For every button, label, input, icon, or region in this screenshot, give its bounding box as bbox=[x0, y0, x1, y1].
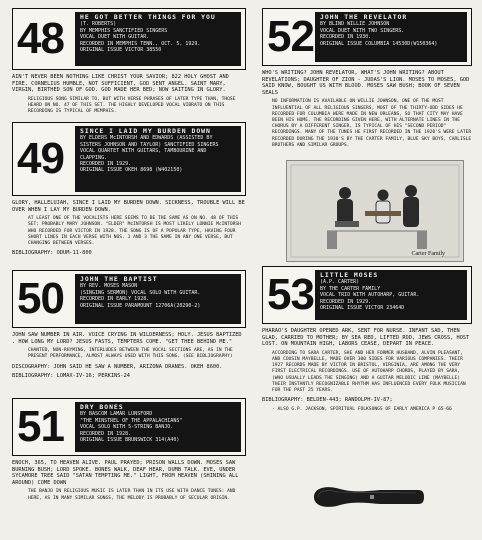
commentary: RELIGIOUS SONG SIMILAR TO, BUT WITH VERSE PHRASES OF LATER TYPE THAN, THOSE HEARD ON NO. 47 OF THIS SET. THE HIGHLY DEVELOPED VOCAL VIBRATO ON THIS RECORDING IS TYPICAL OF MEMPHIS. bbox=[28, 96, 236, 115]
performer: BY REV. MOSES MASON bbox=[80, 283, 138, 290]
performer: BY ELDERS McINTORSH AND EDWARDS (ASSISTED BY SISTERS JOHNSON AND TAYLOR) SANCTIFIED SINGERS bbox=[80, 135, 219, 148]
instrumentation: VOCAL QUARTET WITH GUITARS, TAMBOURINE AND CLAPPING. bbox=[80, 148, 207, 161]
composer: (T. ROBERTS) bbox=[80, 21, 117, 28]
lyric-summary: JOHN SAW NUMBER IN AIR. VOICE CRYING IN WILDERNESS; HOLY. JESUS BAPTIZED . HOW LONG MY LORD? JESUS FASTS, TEMPTERS COME. "GET THEE BEHIND ME." bbox=[12, 332, 242, 345]
track-title: HE GOT BETTER THINGS FOR YOU bbox=[80, 13, 216, 21]
entry-49-header bbox=[12, 122, 246, 196]
performer: BY BASCOM LAMAR LUNSFORD bbox=[80, 411, 153, 418]
entry-49 bbox=[12, 122, 246, 260]
composer: (A.P. CARTER) bbox=[320, 279, 360, 286]
recording-info: RECORDED IN EARLY 1928. bbox=[80, 296, 150, 303]
performer: BY THE CARTER FAMILY bbox=[320, 285, 381, 292]
track-number: 53 bbox=[267, 270, 314, 319]
instrumentation: VOCAL DUET WITH TWO SINGERS. bbox=[320, 27, 405, 34]
commentary: CHANTED, NON-RHYMING, INTERLUDES BETWEEN THE VOCAL SECTIONS ARE, AS IN THE PRESENT PERFORMANCE, ALMOST ALWAYS USED WITH THIS SONG. (SEE BIBLIOGRAPHY) bbox=[28, 348, 233, 360]
photo-caption: Carter Family bbox=[411, 251, 445, 257]
track-number: 49 bbox=[17, 134, 64, 183]
track-number: 52 bbox=[267, 12, 314, 61]
lyric-summary: GLORY, HALLELUJAH, SINCE I LAID MY BURDEN DOWN. SICKNESS, TROUBLE WILL BE OVER WHEN I LAY MY BURDEN DOWN. bbox=[12, 200, 245, 213]
track-info-box bbox=[75, 274, 241, 324]
lyric-summary: WHO'S WRITING? JOHN REVELATOR, WHAT'S JOHN WRITING? ABOUT REVELATIONS; DAUGHTER OF ZION - JUDAS'S LION. MOSES TO MOSES, GOD SAID KNOW, BOUGHT US WITH BLOOD. MOSES SAW BUSH; BOOK OF SEVEN SEALS bbox=[262, 70, 470, 96]
track-title: JOHN THE REVELATOR bbox=[320, 13, 408, 21]
track-info-box bbox=[75, 12, 241, 66]
entry-51-header bbox=[12, 398, 246, 456]
original-issue: ORIGINAL ISSUE BRUNSWICK 314(A40) bbox=[80, 437, 180, 444]
track-title: SINCE I LAID MY BURDEN DOWN bbox=[80, 127, 211, 135]
entry-53-header bbox=[262, 266, 472, 324]
track-title: JOHN THE BAPTIST bbox=[80, 275, 158, 283]
entry-52-header bbox=[262, 8, 472, 66]
instrument-case-illustration bbox=[310, 482, 426, 512]
track-info-box bbox=[315, 270, 467, 320]
instrumentation: (SINGING SERMON) VOCAL SOLO WITH GUITAR. bbox=[80, 289, 201, 296]
bibliography-continued: - ALSO G.P. JACKSON, SPIRITUAL FOLKSONGS OF EARLY AMERICA P 65-66 bbox=[272, 406, 452, 412]
entry-50-header bbox=[12, 270, 246, 328]
bibliography: BIBLIOGRAPHY: ODUM-11-800 bbox=[12, 250, 92, 257]
entry-48-header bbox=[12, 8, 246, 70]
original-issue: ORIGINAL ISSUE OKEH 8698 (W402150) bbox=[80, 167, 183, 174]
recording-info: RECORDED IN 1929. bbox=[320, 298, 372, 305]
lyric-summary: PHARAO'S DAUGHTER OPENED ARK, SENT FOR NURSE. INFANT SAD, THEN GLAD, CARRIED TO MOTHER; BY SEA RED, LIFTED ROD, JEWS CROSS, HOST LOST. ON MOUNTAIN HIGH, LABORS CEASE, DEPART IN PEACE. bbox=[262, 328, 470, 348]
entry-52 bbox=[262, 8, 472, 152]
instrumentation: VOCAL SOLO WITH 5-STRING BANJO. bbox=[80, 424, 174, 431]
recording-info: RECORDED IN 1929. bbox=[80, 161, 132, 168]
track-number: 48 bbox=[17, 14, 64, 63]
lyric-summary: ENOCH, 365, TO HEAVEN ALIVE. PAUL PRAYED; PRISON WALLS DOWN. MOSES SAW BURNING BUSH; LORD SPOKE. BONES WALK, DEAF HEAR, DUMB TALK. EVE, UNDER SYCAMORE TREE SAID "SATAN TEMPTING ME." LIGHT, FROM HEAVEN (SHINING ALL AROUND) COME DOWN bbox=[12, 460, 239, 486]
entry-51 bbox=[12, 398, 246, 505]
recording-info: RECORDED IN 1930. bbox=[320, 34, 372, 41]
commentary: AT LEAST ONE OF THE VOCALISTS HERE SEEMS TO BE THE SAME AS ON NO. 48 OF THIS SET; PROBABLY MARY JOHNSON. "ELDER" McINTORSH IS MOST LIKELY LONNIE McINTORSH WHO RECORDED FOR VICTOR IN 1928. THE SONG IS OF A POPULAR TYPE, HAVING FOUR SHORT LINES IN EACH VERSE WITH NOS. 1 AND 3 THE SAME IN ANY ONE VERSE, BUT CHANGING BETWEEN VERSES. bbox=[28, 216, 241, 246]
track-info-box bbox=[315, 12, 467, 62]
entry-48 bbox=[12, 8, 246, 118]
bibliography: BIBLIOGRAPHY: BELDEN-443; RANDOLPH-IV-87; bbox=[262, 397, 393, 404]
discography: DISCOGRAPHY: JOHN SAID HE SAW A NUMBER, ARIZONA DRANES. OKEH 8600. bbox=[12, 363, 223, 370]
performer: BY BLIND WILLIE JOHNSON bbox=[320, 21, 390, 28]
lyric-summary: AIN'T NEVER BEEN NOTHING LIKE CHRIST YOUR SAVIOR; 822 HOLY GHOST AND FIRE, CORNELIUS HUMBLE, NOT SUFFICIENT, GOD SENT ANGEL. SAINT MARY, VIRGIN, BIRTHED SON OF GOD. GOD MADE HER BED; NOW SAITING IN GLORY. bbox=[12, 74, 229, 94]
performer-nickname: "THE MINSTREL OF THE APPALACHIANS" bbox=[80, 417, 183, 424]
performer: BY MEMPHIS SANCTIFIED SINGERS bbox=[80, 27, 168, 34]
guitar-case-icon bbox=[310, 482, 426, 512]
entry-50 bbox=[12, 270, 246, 383]
photo-illustration bbox=[287, 161, 463, 261]
commentary: NO INFORMATION IS AVAILABLE ON WILLIE JOHNSON, ONE OF THE MOST INFLUENTIAL OF ALL RELIGIOUS SINGERS, MOST OF THE THIRTY-ODD SIDES HE RECORDED FOR COLUMBIA WERE MADE IN NEW ORLEANS, SO THAT CITY MAY HAVE BEEN HIS HOME. THE RECORDING GIVEN HERE, WITH ALTERNATE LINES IN THE CHORUS BY A DIFFERENT SINGER, IS TYPICAL OF HIS "SECOND PERIOD" RECORDINGS. MANY OF THE TUNES HE FIRST RECORDED IN THE 1920'S WERE LATER RECORDED DURING THE 1930'S BY THE CARTER FAMILY, BLUE SKY BOYS, CARLISLE BROTHERS AND SIMILAR GROUPS. bbox=[272, 99, 472, 148]
original-issue: ORIGINAL ISSUE PARAMOUNT 12706A(20290-2) bbox=[80, 302, 201, 309]
original-issue: ORIGINAL ISSUE VICTOR 38550 bbox=[80, 47, 162, 54]
instrumentation: VOCAL TRIO WITH AUTOHARP, GUITAR. bbox=[320, 292, 420, 299]
track-info-box bbox=[75, 126, 241, 192]
entry-53 bbox=[262, 266, 472, 416]
track-info-box bbox=[75, 402, 241, 452]
bibliography: BIBLIOGRAPHY: LOMAX-IV-16; PERKINS-24 bbox=[12, 373, 130, 380]
track-number: 51 bbox=[17, 402, 64, 451]
instrumentation: VOCAL DUET WITH GUITAR. bbox=[80, 34, 150, 41]
recording-info: RECORDED IN MEMPHIS TENN., OCT. 5, 1929. bbox=[80, 40, 201, 47]
track-title: LITTLE MOSES bbox=[320, 271, 379, 279]
original-issue: ORIGINAL ISSUE COLUMBIA 14530D(W150364) bbox=[320, 40, 438, 47]
carter-family-photo bbox=[286, 160, 464, 262]
commentary: THE BANJO IN RELIGIOUS MUSIC IS LATER THAN IN ITS USE WITH DANCE TUNES: AND HERE, AS IN MANY SIMILAR SONGS, THE MELODY IS PROBABLY OF SECULAR ORIGIN. bbox=[28, 489, 236, 501]
commentary: ACCORDING TO SARA CARTER, SHE AND HER FORMER HUSBAND, ALVIN PLEASANT, AND COUSIN MAYBELLE, MADE OVER 300 SIDES FOR VARIOUS COMPANIES. THEIR 1927 RECORDS MADE BY VICTOR IN BRISTOL, VIRGINIA, ARE AMONG THE VERY FIRST ELECTRICAL RECORDINGS. USE OF AUTOHARP CHORDS, PLAYED BY SARA, (WHO USUALLY LEADS THE SINGING) AND A GUITAR MELODIC LINE (MAYBELLE) THEIR INSTANTLY RECOGNIZABLE RHYTHM HAS INFLUENCED EVERY FOLK MUSICIAN FOR THE PAST 25 YEARS. bbox=[272, 350, 466, 393]
recording-info: RECORDED IN 1928. bbox=[80, 430, 132, 437]
original-issue: ORIGINAL ISSUE VICTOR 23464D bbox=[320, 305, 405, 312]
track-number: 50 bbox=[17, 274, 64, 323]
track-title: DRY BONES bbox=[80, 403, 124, 411]
